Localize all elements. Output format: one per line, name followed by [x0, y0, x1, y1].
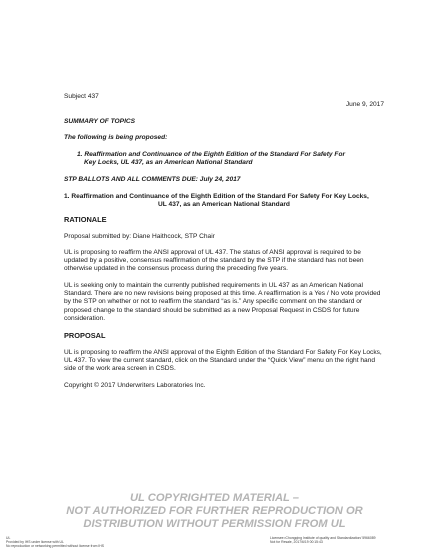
- footer-left-line2: Provided by IHS under license with UL: [6, 540, 64, 544]
- subject-number: Subject 437: [64, 93, 99, 100]
- side-margin-note: [33, 295, 37, 296]
- footer-right-line1: Licensee=Chongqing Institute of quality and Standardization/ 5966089: [270, 536, 376, 540]
- section-title-line2: UL 437, as an American National Standard: [158, 201, 290, 208]
- proposal-intro: The following is being proposed:: [64, 134, 168, 141]
- proposal-heading: PROPOSAL: [64, 331, 106, 340]
- ballots-deadline: STP BALLOTS AND ALL COMMENTS DUE: July 24, 2017: [64, 176, 241, 183]
- submitted-by: Proposal submitted by: Diane Haithcock, STP Chair: [64, 233, 215, 240]
- proposal-paragraph: UL is proposing to reaffirm the ANSI approval of the Eighth Edition of the Standard For Safety For Key Locks, UL 437. To view the current standard, click on the Standard under the “Quick View” menu on the right hand side of the work area screen in CSDS.: [64, 349, 382, 373]
- topic-item-line1: 1. Reaffirmation and Continuance of the Eighth Edition of the Standard For Safety For: [77, 151, 346, 158]
- section-title-line1: 1. Reaffirmation and Continuance of the Eighth Edition of the Standard For Safety For Key Locks,: [64, 193, 369, 200]
- topic-item-line2: Key Locks, UL 437, as an American National Standard: [84, 159, 253, 166]
- copyright-notice: Copyright © 2017 Underwriters Laboratories Inc.: [64, 382, 206, 389]
- watermark-line1: UL COPYRIGHTED MATERIAL –: [129, 492, 300, 504]
- rationale-paragraph-2: UL is seeking only to maintain the currently published requirements in UL 437 as an American National Standard. There are no new revisions being proposed at this time. A reaffirmation is a Yes / No vote provided by the STP on whether or not to reaffirm the standard “as is.” Any specific comment on the standard or proposed change to the standard should be submitted as a new Proposal Request in CSDS for future consideration.: [64, 282, 381, 322]
- document-date: June 9, 2017: [345, 101, 384, 108]
- summary-heading: SUMMARY OF TOPICS: [64, 118, 136, 125]
- footer-right-line2: Not for Resale, 2017/6/19 00:15:43: [270, 540, 323, 544]
- watermark-line2: NOT AUTHORIZED FOR FURTHER REPRODUCTION OR: [66, 505, 363, 517]
- rationale-heading: RATIONALE: [64, 215, 107, 224]
- footer-left-line1: UL: [6, 536, 11, 540]
- watermark-line3: DISTRIBUTION WITHOUT PERMISSION FROM UL: [83, 518, 346, 530]
- footer-left-line3: No reproduction or networking permitted without license from IHS: [6, 544, 104, 548]
- rationale-paragraph-1: UL is proposing to reaffirm the ANSI approval of UL 437. The status of ANSI approval is required to be updated by a positive, consensus reaffirmation of the standard by the STP if the standard has not been otherwise updated in the consensus process during the preceding five years.: [64, 249, 364, 273]
